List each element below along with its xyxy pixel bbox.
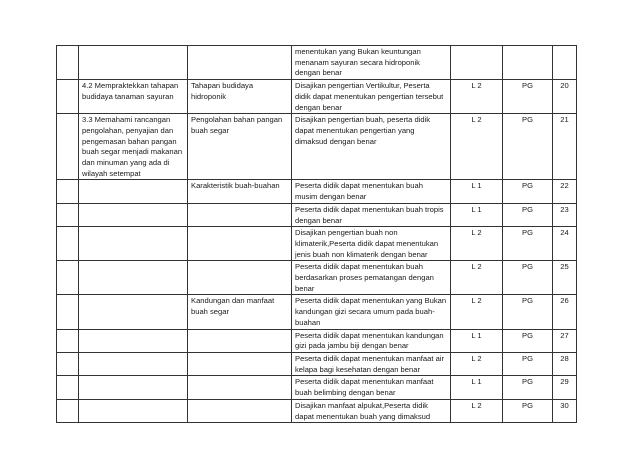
question-form-cell: PG bbox=[503, 352, 553, 375]
material-cell: Tahapan budidaya hidroponik bbox=[188, 80, 292, 114]
level-cell: L 1 bbox=[451, 203, 503, 226]
competency-cell bbox=[79, 180, 188, 203]
level-cell: L 1 bbox=[451, 376, 503, 399]
indicator-cell: Peserta didik dapat menentukan yang Bukan kandungan gizi secara umum pada buah-buahan bbox=[292, 295, 451, 329]
material-cell: Kandungan dan manfaat buah segar bbox=[188, 295, 292, 329]
row-blank-cell bbox=[57, 203, 79, 226]
indicator-cell: Disajikan pengertian Vertikultur, Peserta didik dapat menentukan pengertian tersebut dengan benar bbox=[292, 80, 451, 114]
question-number-cell: 20 bbox=[553, 80, 577, 114]
table-row bbox=[57, 295, 577, 329]
row-blank-cell bbox=[57, 180, 79, 203]
level-cell: L 2 bbox=[451, 295, 503, 329]
competency-cell bbox=[79, 261, 188, 295]
question-number-cell: 22 bbox=[553, 180, 577, 203]
question-number-cell: 21 bbox=[553, 114, 577, 180]
question-number-cell: 27 bbox=[553, 329, 577, 352]
indicator-cell: Peserta didik dapat menentukan buah tropis dengan benar bbox=[292, 203, 451, 226]
row-blank-cell bbox=[57, 80, 79, 114]
question-number-cell: 30 bbox=[553, 399, 577, 422]
row-blank-cell bbox=[57, 352, 79, 375]
indicator-cell: Disajikan pengertian buah, peserta didik dapat menentukan pengertian yang dimaksud dengan benar bbox=[292, 114, 451, 180]
indicator-cell: menentukan yang Bukan keuntungan menanam sayuran secara hidroponik dengan benar bbox=[292, 46, 451, 80]
indicator-cell: Peserta didik dapat menentukan manfaat air kelapa bagi kesehatan dengan benar bbox=[292, 352, 451, 375]
level-cell: L 2 bbox=[451, 227, 503, 261]
table-row bbox=[57, 399, 577, 422]
question-form-cell: PG bbox=[503, 295, 553, 329]
question-number-cell: 29 bbox=[553, 376, 577, 399]
row-blank-cell bbox=[57, 46, 79, 80]
material-cell bbox=[188, 261, 292, 295]
question-form-cell: PG bbox=[503, 261, 553, 295]
question-form-cell: PG bbox=[503, 376, 553, 399]
table-row bbox=[57, 261, 577, 295]
level-cell: L 2 bbox=[451, 80, 503, 114]
table-row bbox=[57, 329, 577, 352]
question-number-cell: 24 bbox=[553, 227, 577, 261]
question-form-cell: PG bbox=[503, 80, 553, 114]
row-blank-cell bbox=[57, 329, 79, 352]
question-form-cell: PG bbox=[503, 203, 553, 226]
competency-cell: 4.2 Mempraktekkan tahapan budidaya tanaman sayuran bbox=[79, 80, 188, 114]
question-form-cell bbox=[503, 46, 553, 80]
table-row bbox=[57, 203, 577, 226]
level-cell: L 2 bbox=[451, 261, 503, 295]
indicator-cell: Disajikan pengertian buah non klimaterik,Peserta didik dapat menentukan jenis buah non klimaterik dengan benar bbox=[292, 227, 451, 261]
question-number-cell bbox=[553, 46, 577, 80]
table-row bbox=[57, 80, 577, 114]
indicator-cell: Peserta didik dapat menentukan buah berdasarkan proses pematangan dengan benar bbox=[292, 261, 451, 295]
competency-cell bbox=[79, 203, 188, 226]
table-row bbox=[57, 114, 577, 180]
material-cell: Karakteristik buah-buahan bbox=[188, 180, 292, 203]
row-blank-cell bbox=[57, 295, 79, 329]
question-number-cell: 25 bbox=[553, 261, 577, 295]
question-grid-body bbox=[57, 46, 577, 423]
question-grid-table bbox=[56, 45, 577, 423]
table-row bbox=[57, 352, 577, 375]
material-cell bbox=[188, 376, 292, 399]
indicator-cell: Peserta didik dapat menentukan buah musim dengan benar bbox=[292, 180, 451, 203]
competency-cell bbox=[79, 227, 188, 261]
material-cell: Pengolahan bahan pangan buah segar bbox=[188, 114, 292, 180]
material-cell bbox=[188, 399, 292, 422]
indicator-cell: Peserta didik dapat menentukan manfaat buah belimbing dengan benar bbox=[292, 376, 451, 399]
row-blank-cell bbox=[57, 261, 79, 295]
level-cell: L 2 bbox=[451, 399, 503, 422]
question-number-cell: 26 bbox=[553, 295, 577, 329]
table-row bbox=[57, 180, 577, 203]
competency-cell bbox=[79, 376, 188, 399]
competency-cell bbox=[79, 329, 188, 352]
table-row bbox=[57, 227, 577, 261]
table-row bbox=[57, 46, 577, 80]
question-form-cell: PG bbox=[503, 114, 553, 180]
level-cell bbox=[451, 46, 503, 80]
question-form-cell: PG bbox=[503, 329, 553, 352]
material-cell bbox=[188, 203, 292, 226]
level-cell: L 1 bbox=[451, 180, 503, 203]
competency-cell bbox=[79, 46, 188, 80]
row-blank-cell bbox=[57, 399, 79, 422]
competency-cell bbox=[79, 399, 188, 422]
level-cell: L 2 bbox=[451, 114, 503, 180]
competency-cell bbox=[79, 295, 188, 329]
question-form-cell: PG bbox=[503, 180, 553, 203]
row-blank-cell bbox=[57, 227, 79, 261]
question-number-cell: 28 bbox=[553, 352, 577, 375]
competency-cell: 3.3 Memahami rancangan pengolahan, penyajian dan pengemasan bahan pangan buah segar menjadi makanan dan minuman yang ada di wilayah setempat bbox=[79, 114, 188, 180]
level-cell: L 2 bbox=[451, 352, 503, 375]
indicator-cell: Disajikan manfaat alpukat,Peserta didik dapat menentukan buah yang dimaksud bbox=[292, 399, 451, 422]
level-cell: L 1 bbox=[451, 329, 503, 352]
material-cell bbox=[188, 46, 292, 80]
table-row bbox=[57, 376, 577, 399]
question-form-cell: PG bbox=[503, 399, 553, 422]
material-cell bbox=[188, 227, 292, 261]
competency-cell bbox=[79, 352, 188, 375]
row-blank-cell bbox=[57, 114, 79, 180]
question-form-cell: PG bbox=[503, 227, 553, 261]
indicator-cell: Peserta didik dapat menentukan kandungan gizi pada jambu biji dengan benar bbox=[292, 329, 451, 352]
question-number-cell: 23 bbox=[553, 203, 577, 226]
row-blank-cell bbox=[57, 376, 79, 399]
material-cell bbox=[188, 329, 292, 352]
material-cell bbox=[188, 352, 292, 375]
